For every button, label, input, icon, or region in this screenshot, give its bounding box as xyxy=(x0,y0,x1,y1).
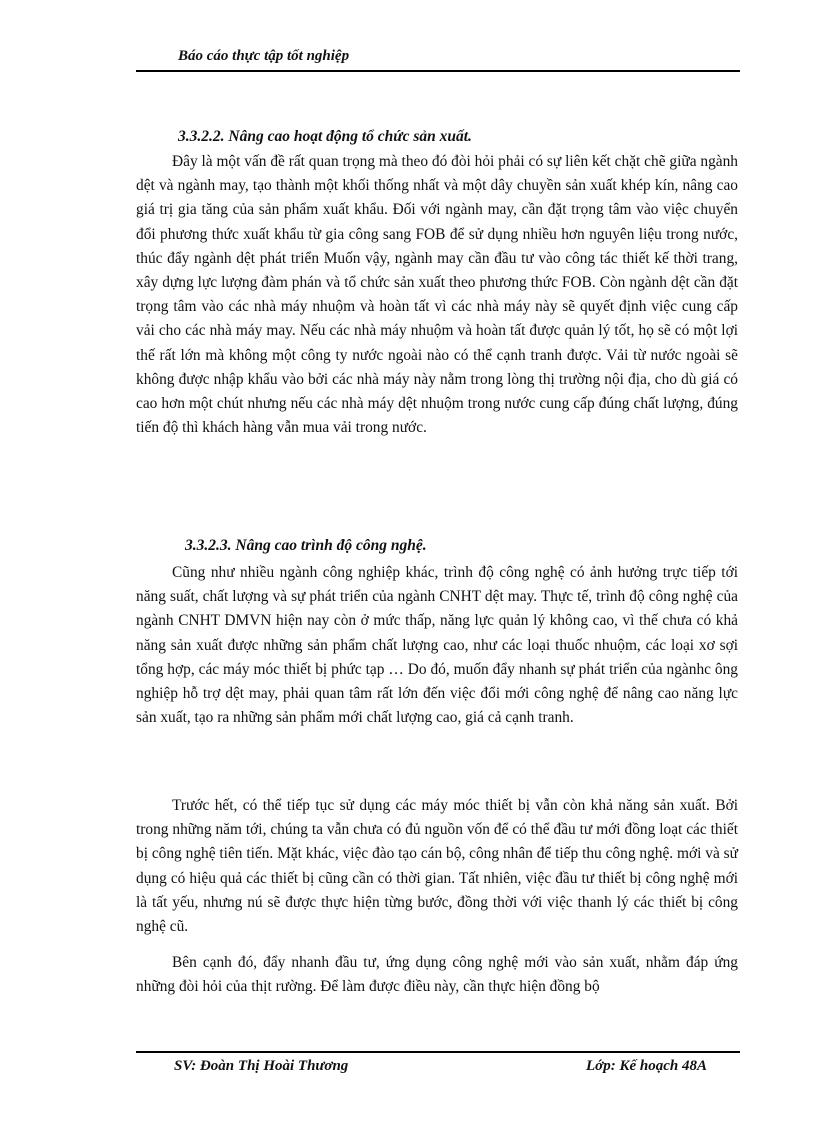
section-heading-3-3-2-3: 3.3.2.3. Nâng cao trình độ công nghệ. xyxy=(185,537,427,554)
footer-divider xyxy=(136,1051,740,1053)
section-heading-3-3-2-2: 3.3.2.2. Nâng cao hoạt động tổ chức sản xuất. xyxy=(178,128,472,145)
header-divider xyxy=(136,70,740,72)
footer-class-name: Lớp: Kế hoạch 48A xyxy=(586,1058,707,1074)
footer-student-name: SV: Đoàn Thị Hoài Thương xyxy=(174,1058,349,1074)
header-title: Báo cáo thực tập tốt nghiệp xyxy=(178,48,350,64)
paragraph-machinery-use: Trước hết, có thể tiếp tục sử dụng các máy móc thiết bị vẫn còn khả năng sản xuất. Bởi trong những năm tới, chúng ta vẫn chưa có đủ nguồn vốn để có thể đầu tư mới đồng loạt các thiết bị công nghệ tiên tiến. Mặt khác, việc đào tạo cán bộ, công nhân để tiếp thu công nghệ. mới và sử dụng có hiệu quả các thiết bị cũng cần có thời gian. Tất nhiên, việc đầu tư thiết bị công nghệ mới là tất yếu, nhưng nú sẽ được thực hiện từng bước, đồng thời với việc thanh lý các thiết bị công nghệ cũ. xyxy=(136,797,738,936)
paragraph-technology-level: Cũng như nhiều ngành công nghiệp khác, trình độ công nghệ có ảnh hưởng trực tiếp tới năng suất, chất lượng và sự phát triển của ngành CNHT dệt may. Thực tế, trình độ công nghệ của ngành CNHT DMVN hiện nay còn ở mức thấp, năng lực quản lý không cao, vì thế chưa có khả năng sản xuất được những sản phẩm chất lượng cao, như các loại thuốc nhuộm, các loại xơ sợi tổng hợp, các máy móc thiết bị phức tạp … Do đó, muốn đẩy nhanh sự phát triển của ngànhc ông nghiệp hỗ trợ dệt may, phải quan tâm rất lớn đến việc đổi mới công nghệ để nâng cao năng lực sản xuất, tạo ra những sản phẩm mới chất lượng cao, giá cả cạnh tranh. xyxy=(136,564,738,727)
paragraph-production-organization: Đây là một vấn đề rất quan trọng mà theo đó đòi hỏi phải có sự liên kết chặt chẽ giữa ngành dệt và ngành may, tạo thành một khối thống nhất và một dây chuyền sản xuất khép kín, nâng cao giá trị gia tăng của sản phẩm xuất khẩu. Đối với ngành may, cần đặt trọng tâm vào việc chuyển đổi phương thức xuất khẩu từ gia công sang FOB để sử dụng nhiều hơn nguyên liệu trong nước, thúc đẩy ngành dệt phát triển Muốn vậy, ngành may cần đầu tư vào công tác thiết kế thời trang, xây dựng lực lượng đàm phán và tổ chức sản xuất theo phương thức FOB. Còn ngành dệt cần đặt trọng tâm vào các nhà máy nhuộm và hoàn tất vì các nhà máy này sẽ quyết định việc cung cấp vải cho các nhà máy may. Nếu các nhà máy nhuộm và hoàn tất được quản lý tốt, họ sẽ có một lợi thế rất lớn mà không một công ty nước ngoài nào có thể cạnh tranh được. Vải từ nước ngoài sẽ không được nhập khẩu vào bởi các nhà máy này nằm trong lòng thị trường nội địa, cho dù giá có cao hơn một chút nhưng nếu các nhà máy dệt nhuộm trong nước cung cấp đúng chất lượng, đúng tiến độ thì khách hàng vẫn mua vải trong nước. xyxy=(136,153,738,437)
paragraph-new-technology: Bên cạnh đó, đẩy nhanh đầu tư, ứng dụng công nghệ mới vào sản xuất, nhằm đáp ứng những đòi hỏi của thịt rường. Để làm được điều này, cần thực hiện đồng bộ xyxy=(136,954,738,996)
